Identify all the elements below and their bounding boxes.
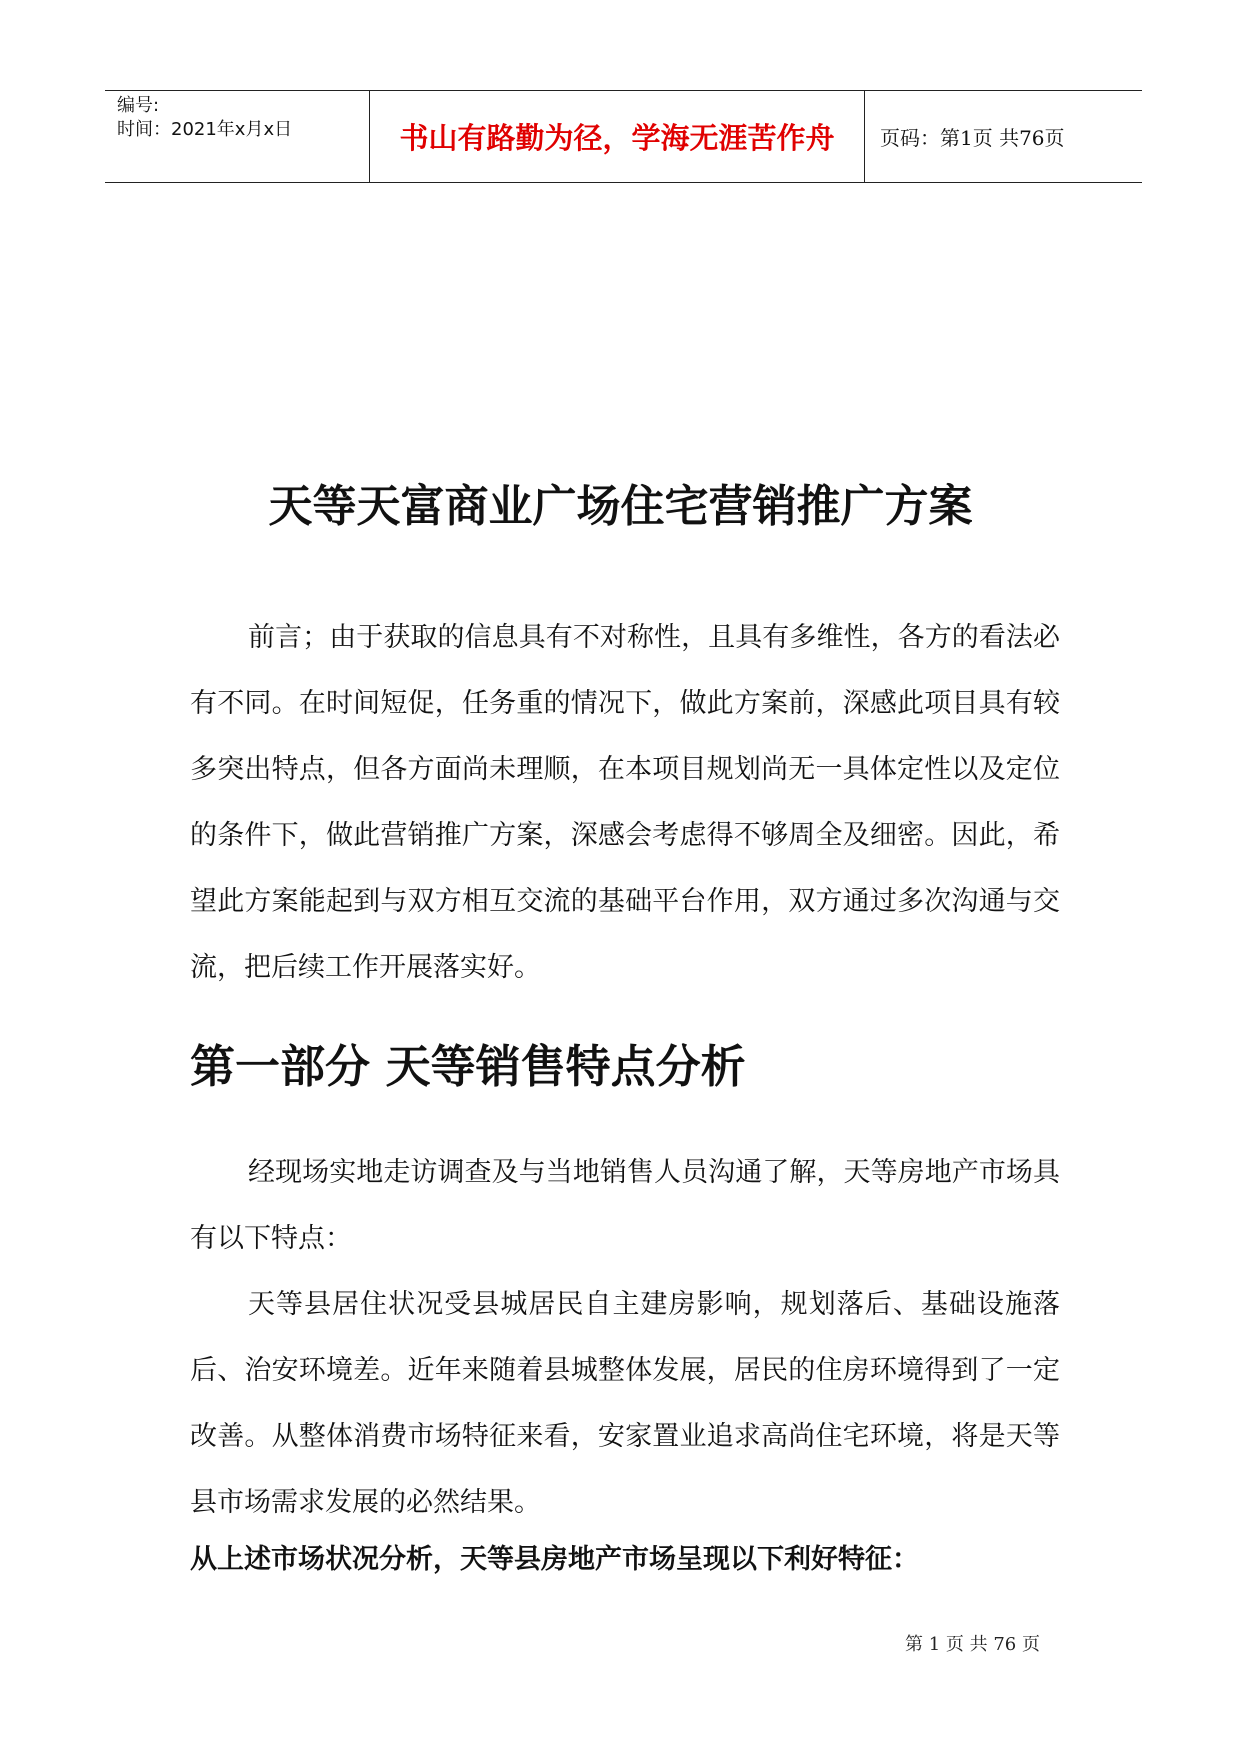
footer-page-number: 第 1 页 共 76 页 [905, 1634, 1040, 1655]
document-title: 天等天富商业广场住宅营销推广方案 [268, 481, 973, 532]
conclusion-heading: 从上述市场状况分析，天等县房地产市场呈现以下利好特征： [190, 1544, 919, 1575]
time-label: 时间：2021年x月x日 [117, 119, 293, 140]
header-page-info: 页码：第1页 共76页 [880, 126, 1065, 150]
motto-text: 书山有路勤为径，学海无涯苦作舟 [399, 121, 835, 155]
preface-paragraph: 前言；由于获取的信息具有不对称性，且具有多维性，各方的看法必有不同。在时间短促，任务重的情况下，做此方案前，深感此项目具有较多突出特点，但各方面尚未理顺，在本项目规划尚无一具体定性以及定位的条件下，做此营销推广方案，深感会考虑得不够周全及细密。因此，希望此方案能起到与双方相互交流的基础平台作用，双方通过多次沟通与交流，把后续工作开展落实好。 [190, 622, 1060, 983]
header-motto-cell [370, 91, 865, 182]
market-intro-paragraph: 经现场实地走访调查及与当地销售人员沟通了解，天等房地产市场具有以下特点： [190, 1157, 1060, 1254]
number-label: 编号: [117, 95, 160, 116]
market-condition-paragraph: 天等县居住状况受县城居民自主建房影响，规划落后、基础设施落后、治安环境差。近年来随着县城整体发展，居民的住房环境得到了一定改善。从整体消费市场特征来看，安家置业追求高尚住宅环境，将是天等县市场需求发展的必然结果。 [190, 1289, 1060, 1518]
document-header [105, 90, 1142, 183]
header-page-cell [865, 91, 1142, 182]
section-heading: 第一部分 天等销售特点分析 [190, 1040, 746, 1093]
header-meta [105, 91, 370, 182]
